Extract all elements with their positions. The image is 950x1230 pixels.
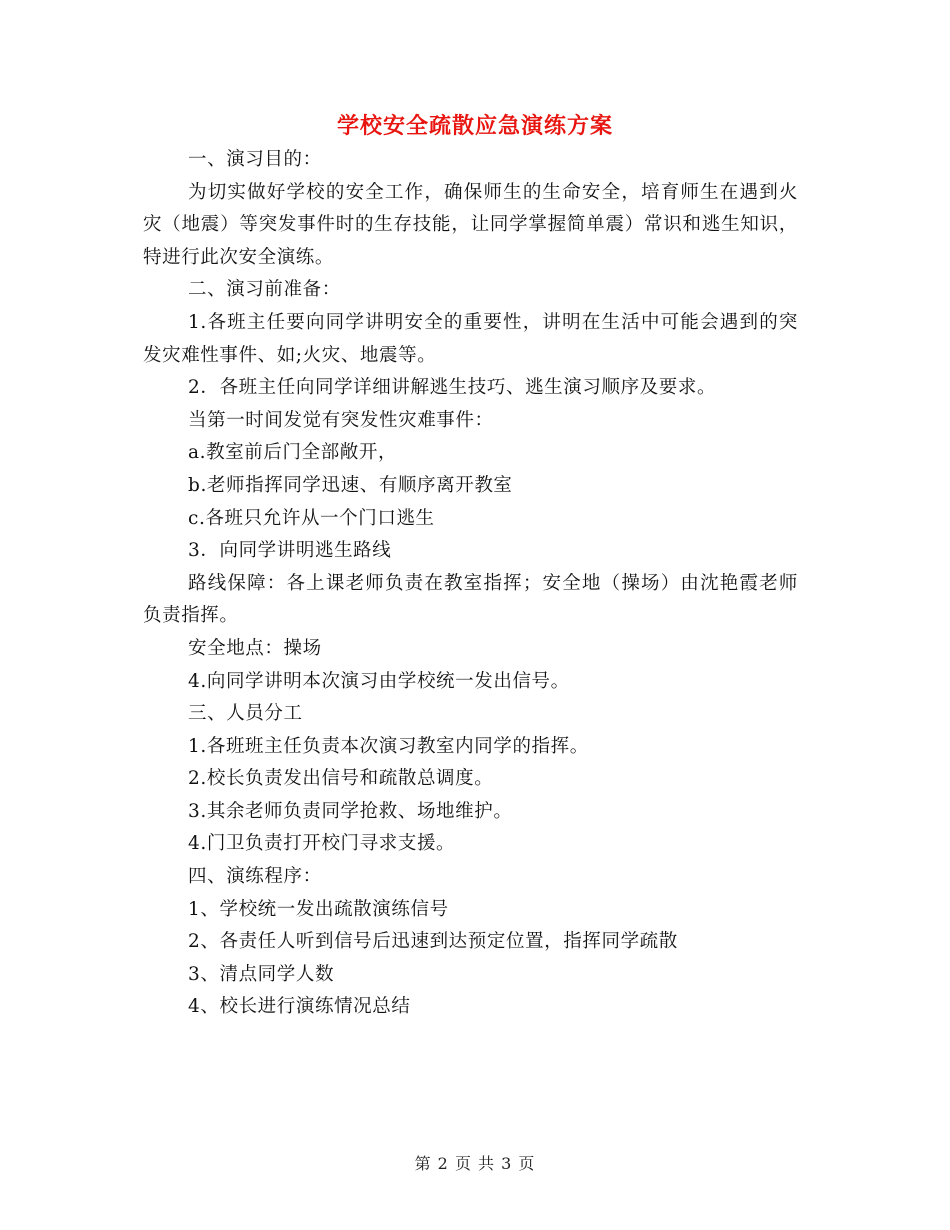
list-item-step-2: 2、各责任人听到信号后迅速到达预定位置，指挥同学疏散 bbox=[188, 931, 678, 953]
paragraph-prep-4: 4.向同学讲明本次演习由学校统一发出信号。 bbox=[188, 670, 570, 692]
section-heading-roles: 三、人员分工 bbox=[188, 703, 303, 725]
list-item-role-1: 1.各班班主任负责本次演习教室内同学的指挥。 bbox=[188, 735, 589, 757]
document-title: 学校安全疏散应急演练方案 bbox=[336, 113, 613, 139]
list-item-a: a.教室前后门全部敞开， bbox=[188, 442, 398, 464]
paragraph-purpose: 为切实做好学校的安全工作，确保师生的生命安全，培育师生在遇到火灾（地震）等突发事件时的生存技能，让同学掌握简单震）常识和逃生知识，特进行此次安全演练。 bbox=[143, 181, 798, 268]
paragraph-prep-1: 1.各班主任要向同学讲明安全的重要性，讲明在生活中可能会遇到的突发灾难性事件、如;火灾、地震等。 bbox=[143, 311, 798, 366]
paragraph-prep-2: 2．各班主任向同学详细讲解逃生技巧、逃生演习顺序及要求。 bbox=[188, 377, 717, 399]
list-item-b: b.老师指挥同学迅速、有顺序离开教室 bbox=[188, 474, 513, 496]
paragraph-prep-3: 3．向同学讲明逃生路线 bbox=[188, 540, 392, 562]
list-item-c: c.各班只允许从一个门口逃生 bbox=[188, 507, 435, 529]
paragraph-safe-location: 安全地点：操场 bbox=[188, 637, 322, 659]
paragraph-route-guarantee: 路线保障：各上课老师负责在教室指挥；安全地（操场）由沈艳霞老师负责指挥。 bbox=[143, 572, 798, 627]
section-heading-purpose: 一、演习目的： bbox=[188, 149, 322, 170]
list-item-step-1: 1、学校统一发出疏散演练信号 bbox=[188, 898, 449, 920]
section-heading-procedure: 四、演练程序： bbox=[188, 866, 322, 888]
list-item-role-4: 4.门卫负责打开校门寻求支援。 bbox=[188, 833, 456, 855]
paragraph-emergency-intro: 当第一时间发觉有突发性灾难事件： bbox=[188, 409, 494, 431]
page-number-footer: 第 2 页 共 3 页 bbox=[414, 1154, 536, 1173]
list-item-role-3: 3.其余老师负责同学抢救、场地维护。 bbox=[188, 800, 513, 822]
list-item-step-3: 3、清点同学人数 bbox=[188, 963, 335, 985]
list-item-step-4: 4、校长进行演练情况总结 bbox=[188, 996, 411, 1018]
section-heading-preparation: 二、演习前准备： bbox=[188, 279, 341, 301]
document-body bbox=[143, 144, 798, 1024]
list-item-role-2: 2.校长负责发出信号和疏散总调度。 bbox=[188, 768, 494, 790]
